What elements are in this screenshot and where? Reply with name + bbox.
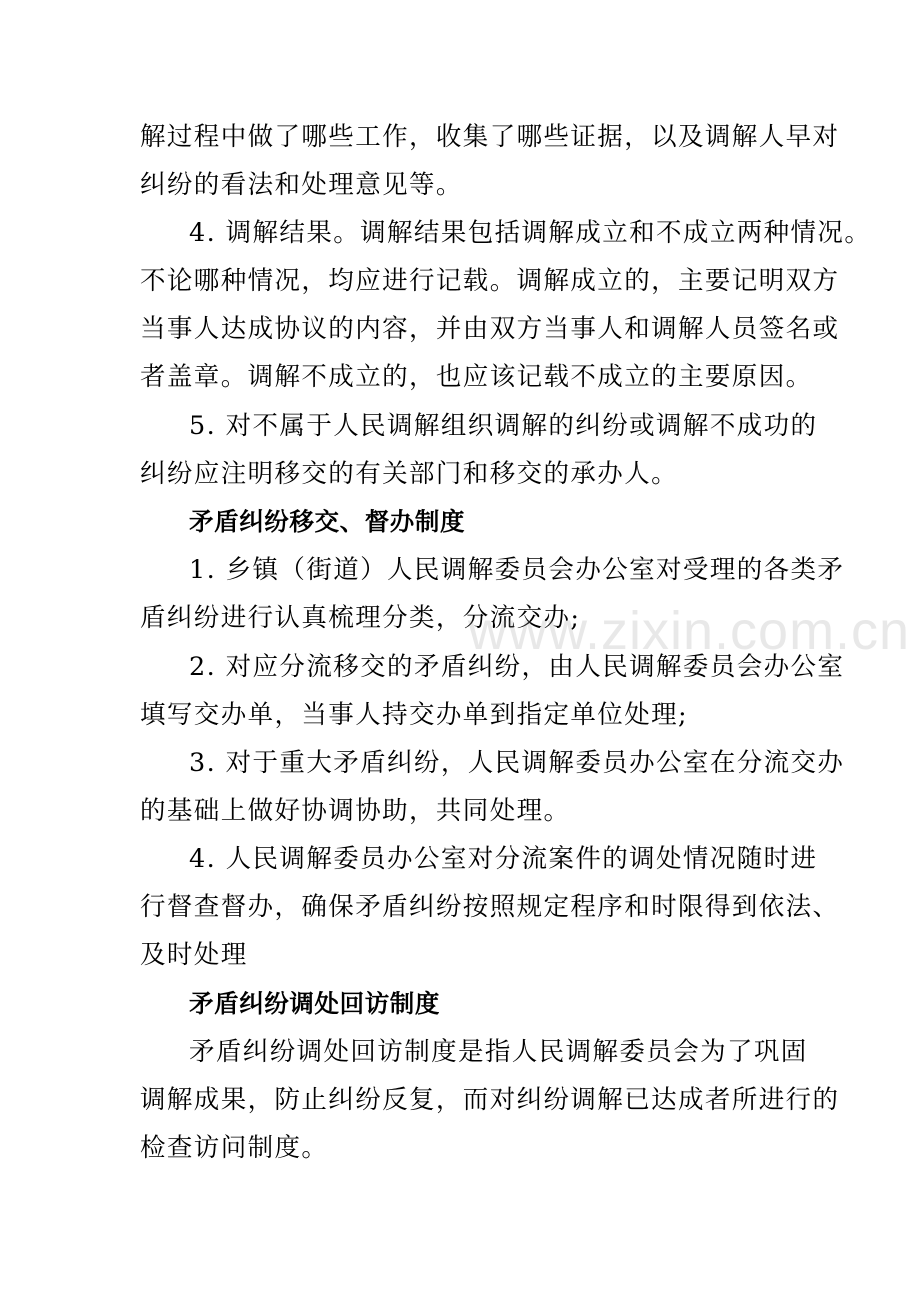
watermark: www.zixin.com.cn: [468, 601, 911, 661]
text-line: 解过程中做了哪些工作，收集了哪些证据，以及调解人早对: [140, 122, 840, 152]
text-line: 矛盾纠纷调处回访制度是指人民调解委员会为了巩固: [189, 1037, 808, 1067]
text-line: 3. 对于重大矛盾纠纷，人民调解委员办公室在分流交办: [189, 748, 845, 778]
text-line: 调解成果，防止纠纷反复，而对纠纷调解已达成者所进行的: [140, 1085, 840, 1115]
text-line: 行督查督办，确保矛盾纠纷按照规定程序和时限得到依法、: [140, 892, 840, 922]
section-heading: 矛盾纠纷调处回访制度: [189, 989, 440, 1018]
text-line: 盾纠纷进行认真梳理分类，分流交办;: [140, 603, 581, 633]
text-line: 的基础上做好协调协助，共同处理。: [140, 796, 571, 826]
text-line: 纠纷应注明移交的有关部门和移交的承办人。: [140, 459, 679, 489]
text-line: 当事人达成协议的内容，并由双方当事人和调解人员签名或: [140, 314, 840, 344]
text-line: 纠纷的看法和处理意见等。: [140, 170, 463, 200]
text-line: 5. 对不属于人民调解组织调解的纠纷或调解不成功的: [189, 411, 818, 441]
text-line: 者盖章。调解不成立的，也应该记载不成立的主要原因。: [140, 362, 813, 392]
text-line: 4. 调解结果。调解结果包括调解成立和不成立两种情况。: [189, 218, 872, 248]
text-line: 2. 对应分流移交的矛盾纠纷，由人民调解委员会办公室: [189, 652, 845, 682]
section-heading: 矛盾纠纷移交、督办制度: [189, 507, 466, 536]
text-line: 及时处理: [140, 940, 248, 970]
text-line: 4. 人民调解委员办公室对分流案件的调处情况随时进: [189, 844, 818, 874]
text-line: 不论哪种情况，均应进行记载。调解成立的，主要记明双方: [140, 266, 840, 296]
text-line: 填写交办单，当事人持交办单到指定单位处理;: [140, 700, 688, 730]
text-line: 1. 乡镇（街道）人民调解委员会办公室对受理的各类矛: [189, 555, 845, 585]
text-line: 检查访问制度。: [140, 1133, 329, 1163]
